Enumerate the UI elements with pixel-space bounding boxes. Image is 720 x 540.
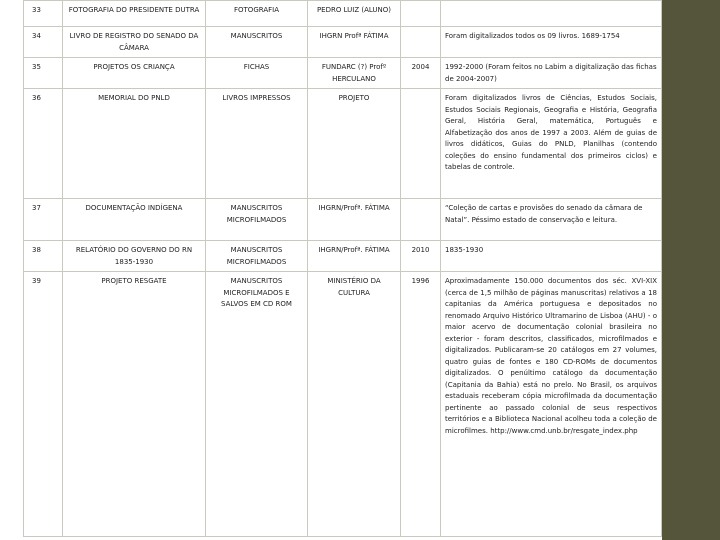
row-type: MANUSCRITOS MICROFILMADOS [206, 199, 308, 241]
row-source: FUNDARC (?) Profº HERCULANO [308, 58, 401, 89]
row-source: IHGRN/Profª. FÁTIMA [308, 199, 401, 241]
table-row [24, 272, 662, 537]
row-number: 33 [24, 1, 63, 27]
row-title: FOTOGRAFIA DO PRESIDENTE DUTRA [63, 1, 206, 27]
row-title: MEMORIAL DO PNLD [63, 89, 206, 199]
row-title: PROJETO RESGATE [63, 272, 206, 537]
row-notes: “Coleção de cartas e provisões do senado da câmara de Natal”. Péssimo estado de conservação e leitura. [441, 199, 662, 241]
row-title: RELATÓRIO DO GOVERNO DO RN 1835-1930 [63, 241, 206, 272]
row-number: 35 [24, 58, 63, 89]
row-source: PEDRO LUIZ (ALUNO) [308, 1, 401, 27]
side-decoration-bar [662, 0, 720, 540]
row-number: 34 [24, 27, 63, 58]
row-year [401, 89, 441, 199]
row-number: 38 [24, 241, 63, 272]
row-source: PROJETO [308, 89, 401, 199]
row-source: IHGRN/Profª. FÁTIMA [308, 241, 401, 272]
archive-table [23, 0, 662, 537]
row-year: 2004 [401, 58, 441, 89]
table-row [24, 241, 662, 272]
row-source: MINISTÉRIO DA CULTURA [308, 272, 401, 537]
row-number: 37 [24, 199, 63, 241]
row-notes: Foram digitalizados livros de Ciências, Estudos Sociais, Estudos Sociais Regionais, Geografia e História, Geografia Geral, História Geral, matemática, Português e Alfabetização dos anos de 1997 a 2003. Além de guias de livros didáticos, Guias do PNLD, Planilhas (contendo coleções do ensino fundamental dos primeiros ciclos) e tabelas de controle. [441, 89, 662, 199]
table-row [24, 58, 662, 89]
table-row [24, 1, 662, 27]
row-number: 36 [24, 89, 63, 199]
table-row [24, 27, 662, 58]
row-type: FOTOGRAFIA [206, 1, 308, 27]
table-row [24, 199, 662, 241]
row-year: 1996 [401, 272, 441, 537]
row-type: LIVROS IMPRESSOS [206, 89, 308, 199]
row-type: MANUSCRITOS MICROFILMADOS [206, 241, 308, 272]
row-title: PROJETOS OS CRIANÇA [63, 58, 206, 89]
table-row [24, 89, 662, 199]
row-type: MANUSCRITOS MICROFILMADOS E SALVOS EM CD ROM [206, 272, 308, 537]
row-year [401, 1, 441, 27]
row-title: DOCUMENTAÇÃO INDÍGENA [63, 199, 206, 241]
row-notes: 1835-1930 [441, 241, 662, 272]
row-notes: 1992-2000 (Foram feitos no Labim a digitalização das fichas de 2004-2007) [441, 58, 662, 89]
row-notes: Foram digitalizados todos os 09 livros. 1689-1754 [441, 27, 662, 58]
row-number: 39 [24, 272, 63, 537]
row-type: FICHAS [206, 58, 308, 89]
row-notes [441, 1, 662, 27]
row-source: IHGRN Profª FÁTIMA [308, 27, 401, 58]
row-year: 2010 [401, 241, 441, 272]
row-year [401, 27, 441, 58]
row-title: LIVRO DE REGISTRO DO SENADO DA CÂMARA [63, 27, 206, 58]
row-type: MANUSCRITOS [206, 27, 308, 58]
row-notes: Aproximadamente 150.000 documentos dos séc. XVI-XIX (cerca de 1,5 milhão de páginas manuscritas) relativos a 18 capitanias da América portuguesa e depositados no renomado Arquivo Histórico Ultramarino de Lisboa (AHU) - o maior acervo de documentação colonial brasileira no exterior - foram descritos, classificados, microfilmados e digitalizados. Publicaram-se 20 catálogos em 27 volumes, quatro guias de fontes e 180 CD-ROMs de documentos digitalizados. O penúltimo catálogo da documentação (Capitania da Bahia) está no prelo. No Brasil, os arquivos estaduais receberam cópia microfilmada da documentação pertinente ao passado colonial de seus respectivos territórios e a Biblioteca Nacional acolheu toda a coleção de microfilmes. http://www.cmd.unb.br/resgate_index.php [441, 272, 662, 537]
row-year [401, 199, 441, 241]
